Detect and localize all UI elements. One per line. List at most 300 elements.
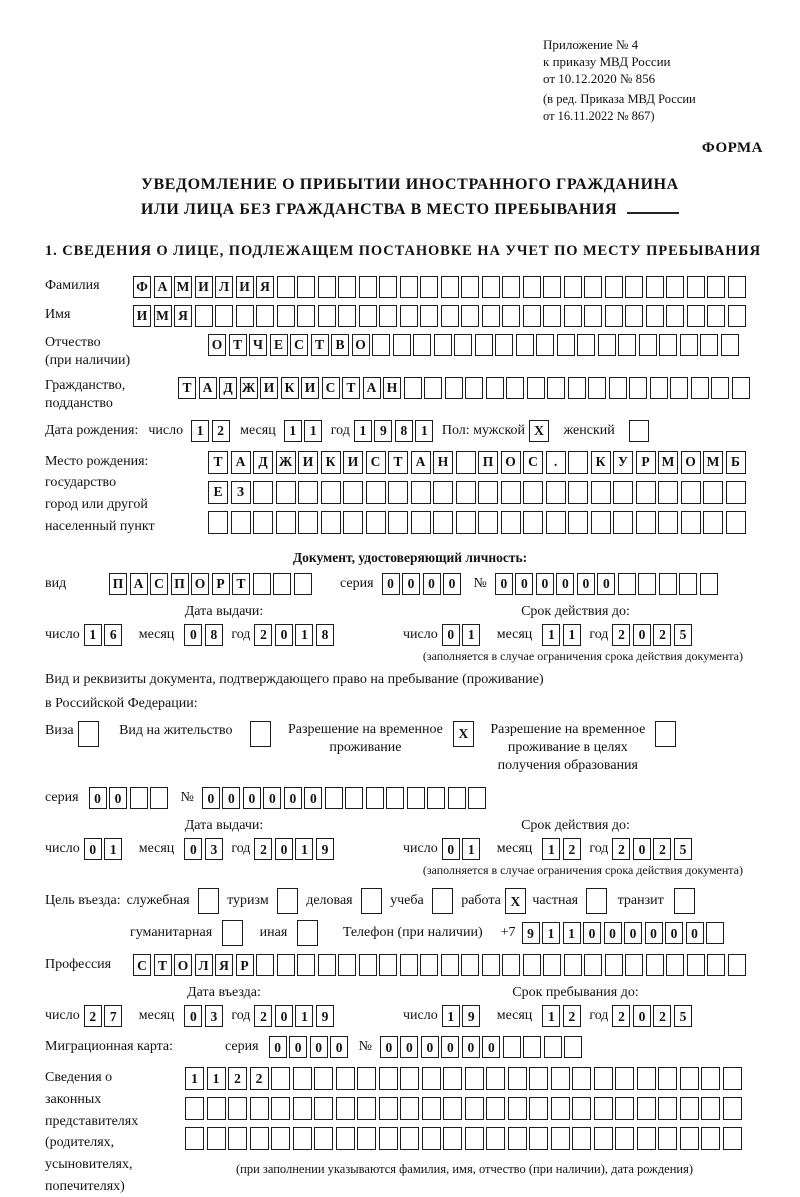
char-cell[interactable]: А xyxy=(231,451,251,474)
char-cell[interactable] xyxy=(584,954,602,976)
char-cell[interactable] xyxy=(625,954,643,976)
char-cell[interactable] xyxy=(198,888,219,914)
char-cell[interactable]: 8 xyxy=(316,624,334,646)
char-cell[interactable]: З xyxy=(231,481,251,504)
char-cell[interactable]: Т xyxy=(208,451,228,474)
char-cell[interactable] xyxy=(465,1067,484,1090)
char-cell[interactable] xyxy=(572,1067,591,1090)
char-cell[interactable] xyxy=(314,1097,333,1120)
char-cell[interactable] xyxy=(256,954,274,976)
char-cell[interactable] xyxy=(625,305,643,327)
char-cell[interactable]: 1 xyxy=(84,624,102,646)
char-cell[interactable]: 1 xyxy=(304,420,322,442)
char-cell[interactable] xyxy=(658,511,678,534)
char-cell[interactable]: С xyxy=(133,954,151,976)
char-cell[interactable] xyxy=(293,1067,312,1090)
char-cell[interactable]: 0 xyxy=(443,573,461,595)
char-cell[interactable]: 0 xyxy=(536,573,554,595)
char-cell[interactable] xyxy=(411,481,431,504)
char-cell[interactable] xyxy=(615,1097,634,1120)
char-cell[interactable] xyxy=(486,1067,505,1090)
char-cell[interactable]: 1 xyxy=(442,1005,460,1027)
char-cell[interactable] xyxy=(502,305,520,327)
char-cell[interactable] xyxy=(379,276,397,298)
char-cell[interactable] xyxy=(215,305,233,327)
char-cell[interactable] xyxy=(636,481,656,504)
char-cell[interactable]: 1 xyxy=(542,1005,560,1027)
char-cell[interactable]: С xyxy=(290,334,308,356)
char-cell[interactable] xyxy=(208,511,228,534)
char-cell[interactable] xyxy=(256,305,274,327)
char-cell[interactable] xyxy=(297,920,318,946)
char-cell[interactable] xyxy=(400,1127,419,1150)
char-cell[interactable] xyxy=(336,1067,355,1090)
char-cell[interactable]: П xyxy=(109,573,127,595)
char-cell[interactable]: 0 xyxy=(423,573,441,595)
char-cell[interactable]: К xyxy=(591,451,611,474)
char-cell[interactable] xyxy=(523,954,541,976)
char-cell[interactable] xyxy=(701,1067,720,1090)
char-cell[interactable] xyxy=(605,305,623,327)
char-cell[interactable] xyxy=(670,377,688,399)
char-cell[interactable] xyxy=(372,334,390,356)
char-cell[interactable] xyxy=(379,1127,398,1150)
char-cell[interactable] xyxy=(591,481,611,504)
char-cell[interactable]: 1 xyxy=(462,838,480,860)
char-cell[interactable] xyxy=(680,1127,699,1150)
char-cell[interactable]: Я xyxy=(174,305,192,327)
char-cell[interactable] xyxy=(625,276,643,298)
char-cell[interactable]: Л xyxy=(195,954,213,976)
char-cell[interactable]: У xyxy=(613,451,633,474)
char-cell[interactable] xyxy=(577,334,595,356)
char-cell[interactable] xyxy=(482,954,500,976)
char-cell[interactable]: 5 xyxy=(674,838,692,860)
char-cell[interactable] xyxy=(495,334,513,356)
char-cell[interactable]: Н xyxy=(433,451,453,474)
char-cell[interactable]: И xyxy=(298,451,318,474)
char-cell[interactable] xyxy=(637,1067,656,1090)
char-cell[interactable] xyxy=(345,787,363,809)
char-cell[interactable] xyxy=(298,481,318,504)
char-cell[interactable] xyxy=(707,954,725,976)
char-cell[interactable] xyxy=(400,1097,419,1120)
char-cell[interactable] xyxy=(293,1127,312,1150)
char-cell[interactable] xyxy=(207,1127,226,1150)
char-cell[interactable] xyxy=(732,377,750,399)
char-cell[interactable] xyxy=(707,305,725,327)
char-cell[interactable]: 0 xyxy=(645,922,663,944)
char-cell[interactable] xyxy=(502,954,520,976)
char-cell[interactable] xyxy=(564,954,582,976)
char-cell[interactable] xyxy=(659,334,677,356)
char-cell[interactable]: 1 xyxy=(415,420,433,442)
char-cell[interactable] xyxy=(294,573,312,595)
char-cell[interactable]: И xyxy=(236,276,254,298)
char-cell[interactable] xyxy=(271,1067,290,1090)
char-cell[interactable]: 1 xyxy=(104,838,122,860)
char-cell[interactable]: 2 xyxy=(563,838,581,860)
char-cell[interactable] xyxy=(366,787,384,809)
char-cell[interactable]: М xyxy=(174,276,192,298)
char-cell[interactable]: О xyxy=(191,573,209,595)
char-cell[interactable]: Б xyxy=(726,451,746,474)
char-cell[interactable] xyxy=(393,334,411,356)
char-cell[interactable]: 9 xyxy=(374,420,392,442)
char-cell[interactable] xyxy=(465,1127,484,1150)
char-cell[interactable] xyxy=(277,276,295,298)
char-cell[interactable]: 1 xyxy=(563,624,581,646)
char-cell[interactable] xyxy=(297,276,315,298)
char-cell[interactable]: И xyxy=(301,377,319,399)
char-cell[interactable]: О xyxy=(352,334,370,356)
char-cell[interactable] xyxy=(338,276,356,298)
char-cell[interactable] xyxy=(468,787,486,809)
char-cell[interactable] xyxy=(557,334,575,356)
char-cell[interactable] xyxy=(228,1127,247,1150)
char-cell[interactable] xyxy=(588,377,606,399)
char-cell[interactable] xyxy=(486,1097,505,1120)
char-cell[interactable] xyxy=(536,334,554,356)
char-cell[interactable]: 1 xyxy=(542,922,560,944)
char-cell[interactable] xyxy=(78,721,99,747)
char-cell[interactable] xyxy=(422,1097,441,1120)
char-cell[interactable]: X xyxy=(529,420,549,442)
char-cell[interactable] xyxy=(551,1127,570,1150)
char-cell[interactable] xyxy=(543,305,561,327)
char-cell[interactable] xyxy=(338,305,356,327)
char-cell[interactable]: О xyxy=(174,954,192,976)
char-cell[interactable] xyxy=(434,334,452,356)
char-cell[interactable]: С xyxy=(366,451,386,474)
char-cell[interactable] xyxy=(726,481,746,504)
char-cell[interactable]: Т xyxy=(229,334,247,356)
char-cell[interactable] xyxy=(527,377,545,399)
char-cell[interactable] xyxy=(228,1097,247,1120)
char-cell[interactable]: О xyxy=(501,451,521,474)
char-cell[interactable]: Ф xyxy=(133,276,151,298)
char-cell[interactable] xyxy=(723,1067,742,1090)
char-cell[interactable]: Я xyxy=(256,276,274,298)
char-cell[interactable] xyxy=(465,1097,484,1120)
char-cell[interactable] xyxy=(506,377,524,399)
char-cell[interactable] xyxy=(443,1097,462,1120)
char-cell[interactable]: 0 xyxy=(604,922,622,944)
char-cell[interactable] xyxy=(728,276,746,298)
char-cell[interactable] xyxy=(441,276,459,298)
char-cell[interactable] xyxy=(250,1127,269,1150)
char-cell[interactable]: 0 xyxy=(421,1036,439,1058)
char-cell[interactable] xyxy=(253,511,273,534)
char-cell[interactable]: 8 xyxy=(205,624,223,646)
char-cell[interactable] xyxy=(478,481,498,504)
char-cell[interactable]: Е xyxy=(270,334,288,356)
char-cell[interactable]: Д xyxy=(253,451,273,474)
char-cell[interactable] xyxy=(297,954,315,976)
char-cell[interactable]: 0 xyxy=(89,787,107,809)
char-cell[interactable] xyxy=(318,954,336,976)
char-cell[interactable]: Ж xyxy=(240,377,258,399)
char-cell[interactable] xyxy=(388,511,408,534)
char-cell[interactable] xyxy=(366,511,386,534)
char-cell[interactable] xyxy=(594,1127,613,1150)
char-cell[interactable] xyxy=(207,1097,226,1120)
char-cell[interactable]: 0 xyxy=(624,922,642,944)
char-cell[interactable] xyxy=(666,954,684,976)
char-cell[interactable]: 0 xyxy=(284,787,302,809)
char-cell[interactable] xyxy=(276,511,296,534)
char-cell[interactable] xyxy=(456,511,476,534)
char-cell[interactable] xyxy=(411,511,431,534)
char-cell[interactable] xyxy=(711,377,729,399)
char-cell[interactable] xyxy=(637,1127,656,1150)
char-cell[interactable] xyxy=(297,305,315,327)
char-cell[interactable] xyxy=(723,1097,742,1120)
char-cell[interactable] xyxy=(523,1036,541,1058)
char-cell[interactable] xyxy=(338,954,356,976)
char-cell[interactable] xyxy=(427,787,445,809)
char-cell[interactable] xyxy=(486,377,504,399)
char-cell[interactable]: М xyxy=(658,451,678,474)
char-cell[interactable]: Р xyxy=(236,954,254,976)
char-cell[interactable]: 0 xyxy=(515,573,533,595)
char-cell[interactable] xyxy=(728,954,746,976)
char-cell[interactable] xyxy=(605,276,623,298)
char-cell[interactable] xyxy=(361,888,382,914)
char-cell[interactable]: К xyxy=(321,451,341,474)
char-cell[interactable]: 0 xyxy=(400,1036,418,1058)
char-cell[interactable]: Т xyxy=(342,377,360,399)
char-cell[interactable]: Т xyxy=(388,451,408,474)
char-cell[interactable] xyxy=(343,511,363,534)
char-cell[interactable] xyxy=(726,511,746,534)
char-cell[interactable]: 2 xyxy=(254,624,272,646)
char-cell[interactable] xyxy=(386,787,404,809)
char-cell[interactable]: С xyxy=(523,451,543,474)
char-cell[interactable]: 0 xyxy=(202,787,220,809)
char-cell[interactable] xyxy=(646,954,664,976)
char-cell[interactable]: А xyxy=(199,377,217,399)
char-cell[interactable] xyxy=(273,573,291,595)
char-cell[interactable] xyxy=(680,1097,699,1120)
char-cell[interactable]: 2 xyxy=(254,1005,272,1027)
char-cell[interactable] xyxy=(703,481,723,504)
char-cell[interactable] xyxy=(388,481,408,504)
char-cell[interactable] xyxy=(482,305,500,327)
char-cell[interactable]: 2 xyxy=(653,838,671,860)
char-cell[interactable]: 1 xyxy=(185,1067,204,1090)
char-cell[interactable] xyxy=(357,1097,376,1120)
char-cell[interactable] xyxy=(568,511,588,534)
char-cell[interactable]: 0 xyxy=(269,1036,287,1058)
char-cell[interactable] xyxy=(443,1067,462,1090)
char-cell[interactable] xyxy=(658,1097,677,1120)
char-cell[interactable] xyxy=(461,276,479,298)
char-cell[interactable] xyxy=(277,305,295,327)
char-cell[interactable]: И xyxy=(260,377,278,399)
char-cell[interactable] xyxy=(687,954,705,976)
char-cell[interactable] xyxy=(454,334,472,356)
char-cell[interactable] xyxy=(400,1067,419,1090)
char-cell[interactable] xyxy=(687,305,705,327)
char-cell[interactable] xyxy=(681,511,701,534)
char-cell[interactable]: О xyxy=(681,451,701,474)
char-cell[interactable]: 0 xyxy=(633,624,651,646)
char-cell[interactable]: М xyxy=(703,451,723,474)
char-cell[interactable]: Т xyxy=(154,954,172,976)
char-cell[interactable] xyxy=(379,954,397,976)
char-cell[interactable]: А xyxy=(130,573,148,595)
char-cell[interactable]: Л xyxy=(215,276,233,298)
char-cell[interactable] xyxy=(508,1127,527,1150)
char-cell[interactable]: Я xyxy=(215,954,233,976)
char-cell[interactable] xyxy=(501,481,521,504)
char-cell[interactable] xyxy=(551,1067,570,1090)
char-cell[interactable] xyxy=(400,954,418,976)
char-cell[interactable] xyxy=(277,888,298,914)
char-cell[interactable]: А xyxy=(411,451,431,474)
char-cell[interactable]: 5 xyxy=(674,624,692,646)
char-cell[interactable] xyxy=(336,1127,355,1150)
char-cell[interactable] xyxy=(655,721,676,747)
char-cell[interactable]: 0 xyxy=(263,787,281,809)
char-cell[interactable] xyxy=(674,888,695,914)
char-cell[interactable] xyxy=(314,1127,333,1150)
char-cell[interactable] xyxy=(706,922,724,944)
char-cell[interactable]: 9 xyxy=(462,1005,480,1027)
char-cell[interactable]: 0 xyxy=(633,838,651,860)
char-cell[interactable]: 0 xyxy=(442,624,460,646)
char-cell[interactable] xyxy=(516,334,534,356)
char-cell[interactable] xyxy=(523,276,541,298)
char-cell[interactable] xyxy=(646,276,664,298)
char-cell[interactable]: 2 xyxy=(612,838,630,860)
char-cell[interactable]: М xyxy=(154,305,172,327)
char-cell[interactable]: Е xyxy=(208,481,228,504)
char-cell[interactable]: 0 xyxy=(184,624,202,646)
char-cell[interactable] xyxy=(584,276,602,298)
char-cell[interactable] xyxy=(277,954,295,976)
char-cell[interactable]: 9 xyxy=(316,838,334,860)
char-cell[interactable] xyxy=(591,511,611,534)
char-cell[interactable]: 3 xyxy=(205,838,223,860)
char-cell[interactable] xyxy=(568,377,586,399)
char-cell[interactable]: 0 xyxy=(665,922,683,944)
char-cell[interactable] xyxy=(379,1097,398,1120)
char-cell[interactable] xyxy=(613,481,633,504)
char-cell[interactable]: 0 xyxy=(184,838,202,860)
char-cell[interactable] xyxy=(564,305,582,327)
char-cell[interactable] xyxy=(400,305,418,327)
char-cell[interactable]: 0 xyxy=(275,838,293,860)
char-cell[interactable] xyxy=(639,334,657,356)
char-cell[interactable] xyxy=(357,1127,376,1150)
char-cell[interactable] xyxy=(543,276,561,298)
char-cell[interactable] xyxy=(253,573,271,595)
char-cell[interactable]: 2 xyxy=(653,624,671,646)
char-cell[interactable] xyxy=(357,1067,376,1090)
char-cell[interactable]: 1 xyxy=(563,922,581,944)
char-cell[interactable] xyxy=(680,1067,699,1090)
char-cell[interactable] xyxy=(448,787,466,809)
char-cell[interactable]: Ч xyxy=(249,334,267,356)
char-cell[interactable] xyxy=(650,377,668,399)
char-cell[interactable] xyxy=(618,573,636,595)
char-cell[interactable] xyxy=(658,1127,677,1150)
char-cell[interactable]: Т xyxy=(178,377,196,399)
char-cell[interactable] xyxy=(723,1127,742,1150)
char-cell[interactable]: 0 xyxy=(304,787,322,809)
char-cell[interactable] xyxy=(680,334,698,356)
char-cell[interactable] xyxy=(231,511,251,534)
char-cell[interactable] xyxy=(407,787,425,809)
char-cell[interactable] xyxy=(584,305,602,327)
char-cell[interactable]: 0 xyxy=(482,1036,500,1058)
char-cell[interactable]: И xyxy=(343,451,363,474)
char-cell[interactable] xyxy=(250,721,271,747)
char-cell[interactable] xyxy=(586,888,607,914)
char-cell[interactable] xyxy=(422,1127,441,1150)
char-cell[interactable] xyxy=(701,1097,720,1120)
char-cell[interactable]: А xyxy=(154,276,172,298)
char-cell[interactable] xyxy=(564,1036,582,1058)
char-cell[interactable] xyxy=(271,1097,290,1120)
char-cell[interactable] xyxy=(636,511,656,534)
char-cell[interactable] xyxy=(443,1127,462,1150)
char-cell[interactable]: 0 xyxy=(597,573,615,595)
char-cell[interactable]: 0 xyxy=(184,1005,202,1027)
char-cell[interactable] xyxy=(523,305,541,327)
char-cell[interactable]: 2 xyxy=(612,1005,630,1027)
char-cell[interactable]: 1 xyxy=(542,838,560,860)
char-cell[interactable] xyxy=(359,276,377,298)
char-cell[interactable] xyxy=(424,377,442,399)
char-cell[interactable]: 8 xyxy=(395,420,413,442)
char-cell[interactable] xyxy=(629,377,647,399)
char-cell[interactable] xyxy=(253,481,273,504)
char-cell[interactable] xyxy=(681,481,701,504)
char-cell[interactable]: 2 xyxy=(563,1005,581,1027)
char-cell[interactable]: . xyxy=(546,451,566,474)
char-cell[interactable] xyxy=(707,276,725,298)
char-cell[interactable] xyxy=(546,511,566,534)
char-cell[interactable] xyxy=(543,954,561,976)
char-cell[interactable] xyxy=(605,954,623,976)
char-cell[interactable] xyxy=(568,451,588,474)
char-cell[interactable] xyxy=(185,1097,204,1120)
char-cell[interactable]: П xyxy=(478,451,498,474)
char-cell[interactable] xyxy=(546,481,566,504)
char-cell[interactable] xyxy=(336,1097,355,1120)
char-cell[interactable] xyxy=(482,276,500,298)
char-cell[interactable] xyxy=(420,954,438,976)
char-cell[interactable] xyxy=(508,1097,527,1120)
char-cell[interactable] xyxy=(609,377,627,399)
char-cell[interactable] xyxy=(523,511,543,534)
char-cell[interactable] xyxy=(422,1067,441,1090)
char-cell[interactable] xyxy=(703,511,723,534)
char-cell[interactable]: 1 xyxy=(354,420,372,442)
char-cell[interactable]: 0 xyxy=(577,573,595,595)
char-cell[interactable] xyxy=(638,573,656,595)
char-cell[interactable]: Т xyxy=(311,334,329,356)
char-cell[interactable]: 7 xyxy=(104,1005,122,1027)
char-cell[interactable]: 1 xyxy=(295,624,313,646)
char-cell[interactable]: 5 xyxy=(674,1005,692,1027)
char-cell[interactable] xyxy=(400,276,418,298)
char-cell[interactable]: О xyxy=(208,334,226,356)
char-cell[interactable] xyxy=(501,511,521,534)
